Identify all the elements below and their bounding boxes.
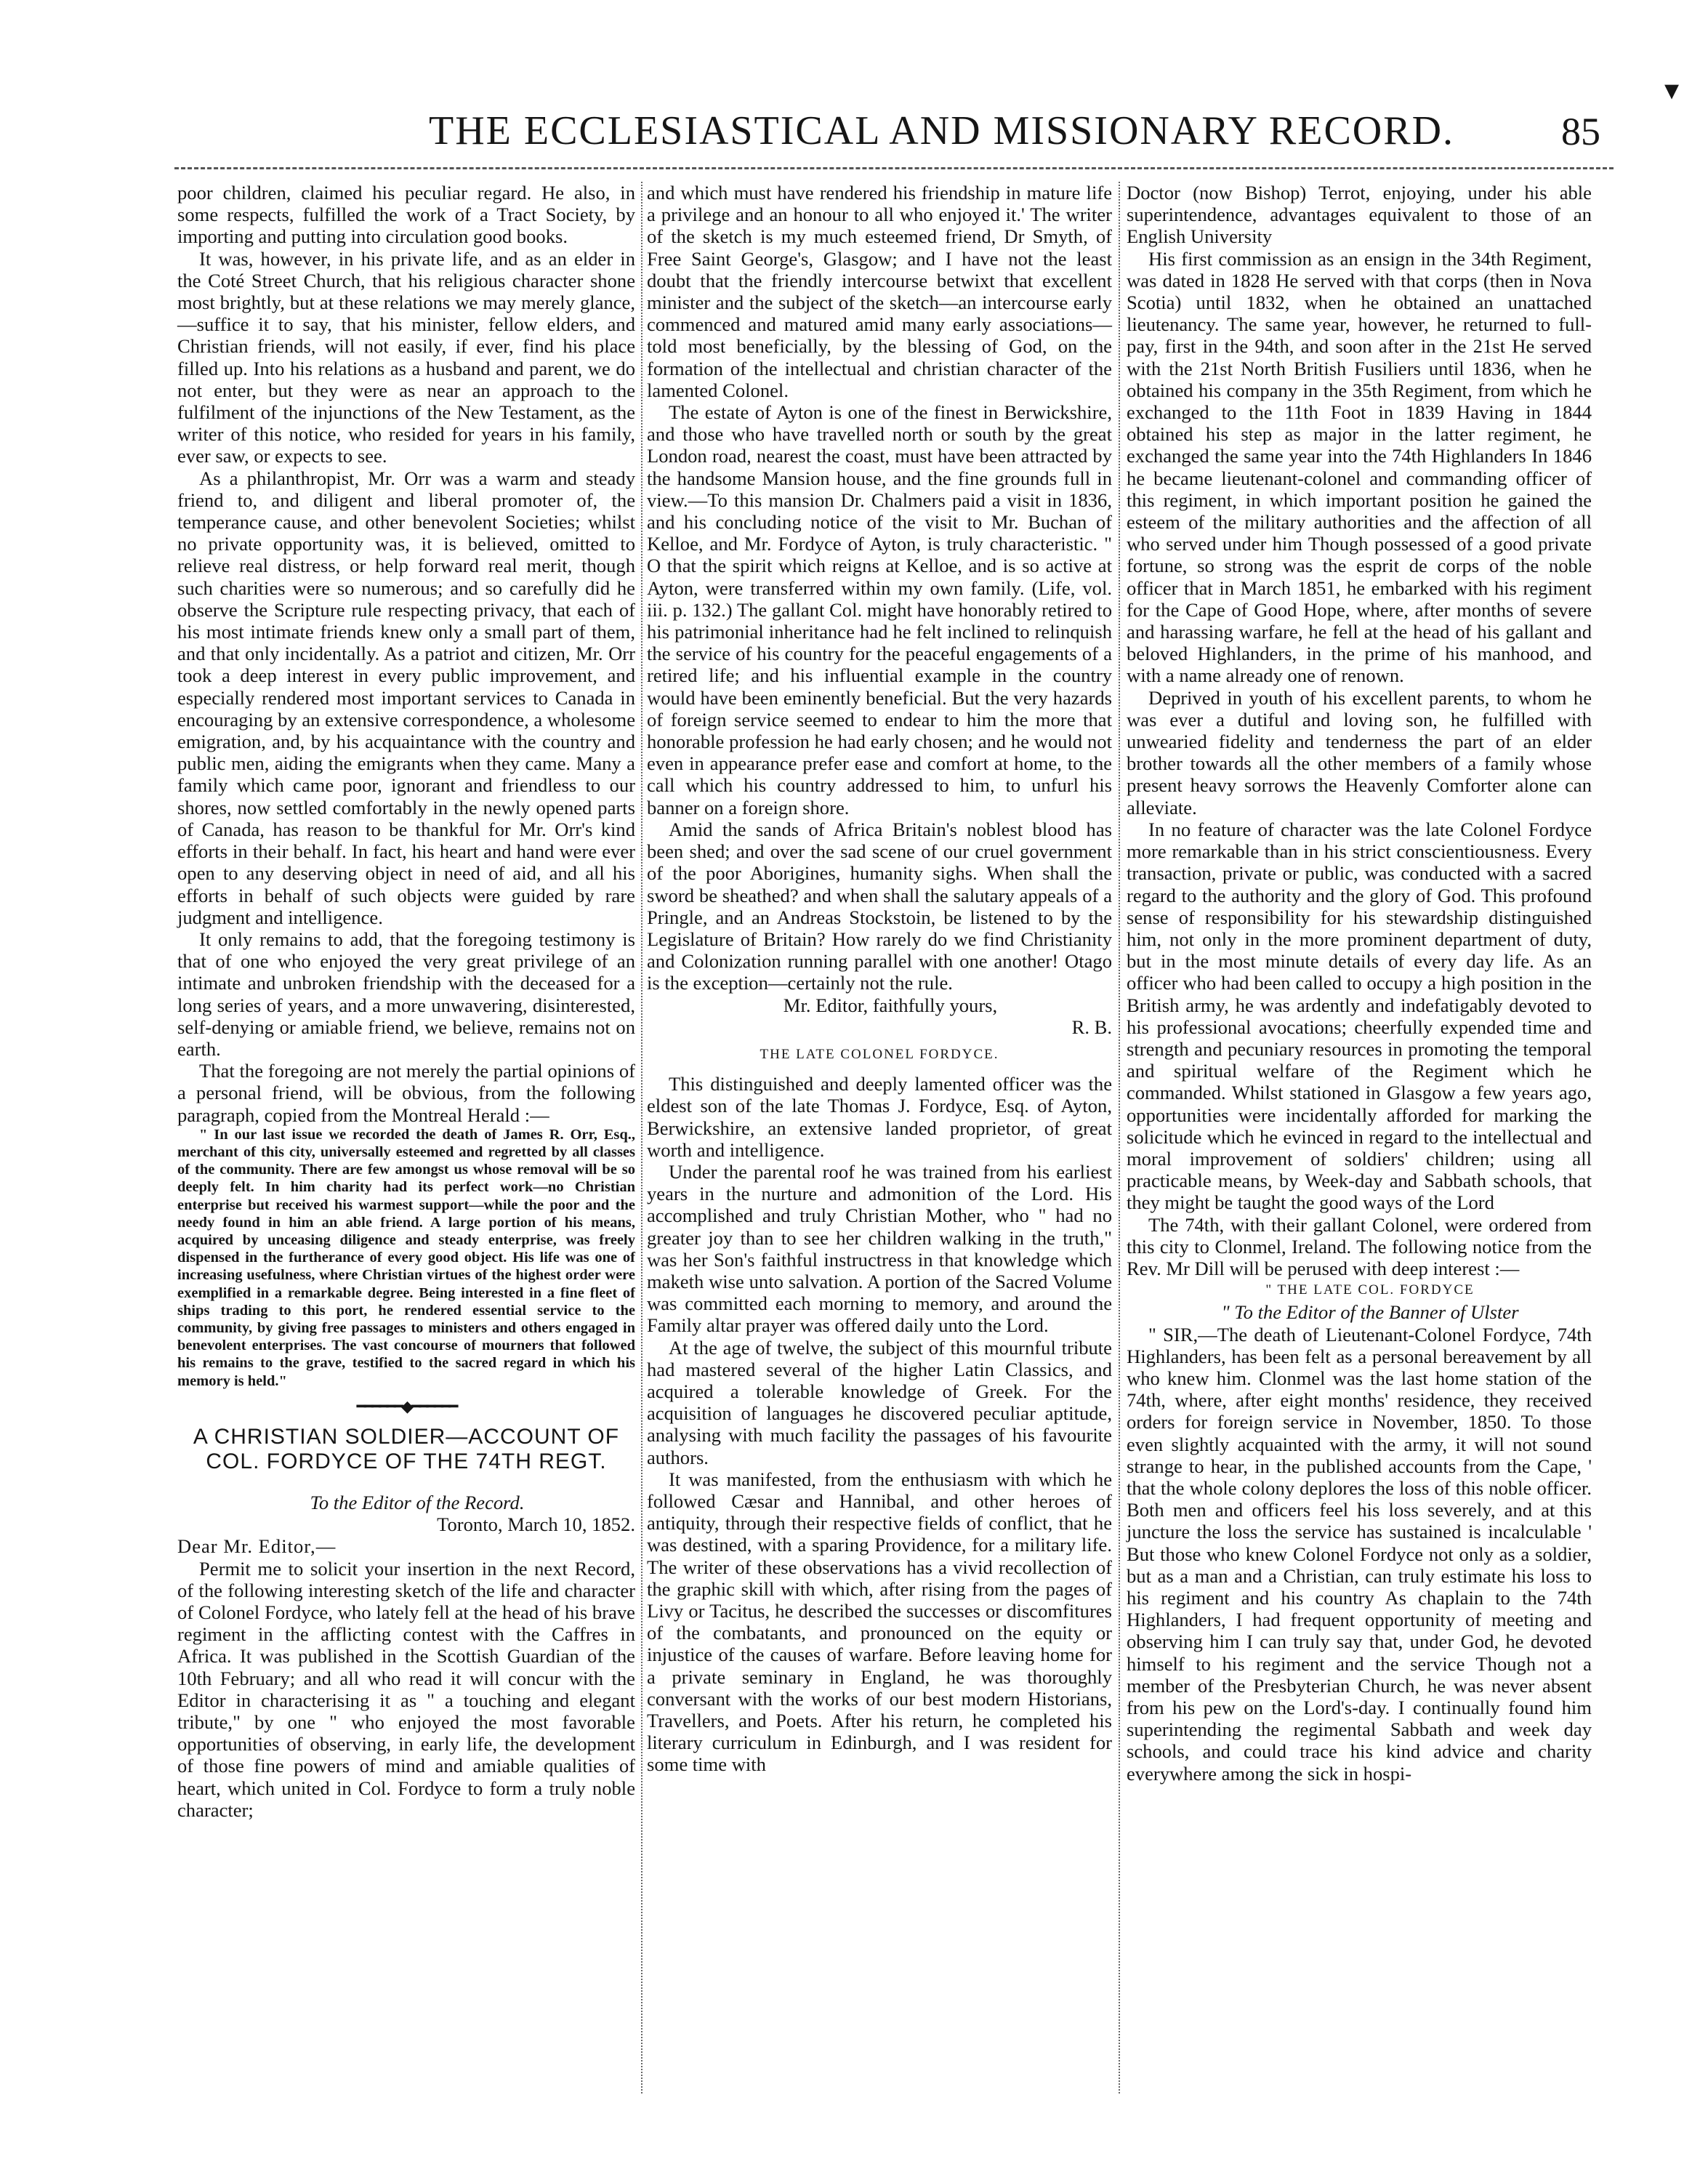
paragraph: Amid the sands of Africa Britain's noblest blood has been shed; and over the sad scene of our cruel government of the poor Aborigines, humanity sighs. When shall the sword be sheathed? and when shall the salutary appeals of a Pringle, and an Andreas Stockstoin, be listened to by the Legislature of Britain? How rarely do we find Christianity and Colonization running parallel with one another! Otago is the exception—certainly not the rule. — [647, 818, 1112, 994]
paragraph: His first commission as an ensign in the 34th Regiment, was dated in 1828 He served with that corps (then in Nova Scotia) until 1832, when he obtained an unattached lieutenancy. The same year, however, he returned to full-pay, first in the 94th, and soon after in the 21st He served with the 21st North British Fusiliers until 1836, when he obtained his company in the 35th Regiment, from which he exchanged to the 11th Foot in 1839 Having in 1844 obtained his step as major in the latter regiment, he exchanged the same year into the 74th Highlanders In 1846 he became lieutenant-colonel and commanding officer of this regiment, in which important position he gained the esteem of the military authorities and the affection of all who served under him Though possessed of a good private fortune, so strong was the esprit de corps of the noble officer that in March 1851, he embarked with his regiment for the Cape of Good Hope, where, after months of severe and harassing warfare, he fell at the head of his gallant and beloved Highlanders, in the prime of his manhood, and with a name already one of renown. — [1127, 247, 1592, 687]
column-3 — [1127, 182, 1592, 1785]
paragraph: The 74th, with their gallant Colonel, were ordered from this city to Clonmel, Ireland. The following notice from the Rev. Mr Dill will be perused with deep interest :— — [1127, 1213, 1592, 1279]
paragraph: The estate of Ayton is one of the finest in Berwickshire, and those who have travelled north or south by the great London road, nearest the coast, must have been attracted by the handsome Mansion house, and the fine grounds full in view.—To this mansion Dr. Chalmers paid a visit in 1836, and his concluding notice of the visit to Mr. Buchan of Kelloe, and Mr. Fordyce of Ayton, is truly characteristic. " O that the spirit which reigns at Kelloe, and is so active at Ayton, were transferred within my own family. (Life, vol. iii. p. 132.) The gallant Col. might have honorably retired to his patrimonial inheritance had he felt inclined to relinquish the service of his country for the peaceful engagements of a retired life; and his influential example in the country would have been eminently beneficial. But the very hazards of foreign service seemed to endear to him the more that honorable profession he had early chosen; and he would not even in appearance prefer ease and comfort at home, to the call which his country addressed to him, to unfurl his banner on a foreign shore. — [647, 401, 1112, 818]
paragraph: That the foregoing are not merely the partial opinions of a personal friend, will be obvious, from the following paragraph, copied from the Montreal Herald :— — [177, 1060, 635, 1126]
salutation: Dear Mr. Editor,— — [177, 1535, 337, 1558]
notice-addressee: " To the Editor of the Banner of Ulster — [1221, 1301, 1519, 1324]
signature: R. B. — [1071, 1015, 1112, 1038]
herald-quote: " In our last issue we recorded the death of James R. Orr, Esq., merchant of this city, universally esteemed and regretted by all classes of the community. There are few amongst us whose removal will be so deeply felt. In him charity had its perfect work—no Christian enterprise but received his warmest support—while the poor and the needy found in him an able friend. A large portion of his means, acquired by unceasing diligence and steady enterprise, was freely dispensed in the furtherance of every good object. His life was one of increasing usefulness, where Christian virtues of the highest order were exemplified in a remarkable degree. Being interested in a fine fleet of ships trading to this port, he rendered essential service to the community, by giving free passages to ministers and others engaged in benevolent enterprises. The vast concourse of mourners that followed his remains to the grave, testified to the sacred regard in which his memory is held." — [177, 1126, 635, 1389]
header-rule — [174, 167, 1614, 169]
to-editor-line: To the Editor of the Record. — [310, 1491, 525, 1513]
column-divider-2 — [1119, 182, 1120, 2093]
closing-line: Mr. Editor, faithfully yours, — [783, 994, 998, 1016]
column-2 — [647, 182, 1112, 1776]
dateline: Toronto, March 10, 1852. — [437, 1513, 635, 1536]
article-headline: A CHRISTIAN SOLDIER—ACCOUNT OF COL. FORDYCE OF THE 74TH REGT. — [193, 1424, 620, 1473]
speck-mark: ▾ — [1664, 73, 1680, 106]
paragraph: In no feature of character was the late Colonel Fordyce more remarkable than in his strict conscientiousness. Every transaction, private or public, was conducted with a sacred regard to the authority and the glory of God. This profound sense of responsibility for his stewardship distinguished him, not only in the more prominent department of duty, but in the most minute details of every day life. As an officer who had been called to occupy a high position in the British army, he was ardently and indefatigably devoted to his professional avocations; cheerfully expended time and strength and pecuniary resources in promoting the temporal and spiritual welfare of the Regiment which he commanded. Whilst stationed in Glasgow a few years ago, opportunities were incidentally afforded for marking the solicitude which he evinced in regard to the intellectual and moral improvement of soldiers' children; using all practicable means, by Week-day and Sabbath schools, that they might be taught the good ways of the Lord — [1127, 818, 1592, 1214]
paragraph: As a philanthropist, Mr. Orr was a warm and steady friend to, and diligent and liberal promoter of, the temperance cause, and other benevolent Societies; whilst no private opportunity was, it is believed, omitted to relieve real distress, or help forward real merit, though such charities were so numerous; and so carefully did he observe the Scripture rule respecting privacy, that each of his most intimate friends knew only a small part of them, and that only incidentally. As a patriot and citizen, Mr. Orr took a deep interest in every public improvement, and especially rendered most important services to Canada in encouraging by an extensive correspondence, a wholesome emigration, and, by his acquaintance with the country and public men, aiding the emigrants when they came. Many a family which came poor, ignorant and friendless to our shores, now settled comfortably in the newly opened parts of Canada, has reason to be thankful for Mr. Orr's kind efforts in their behalf. In fact, his heart and hand were ever open to any deserving object in need of aid, and all his efforts in behalf of such objects were guided by rare judgment and intelligence. — [177, 467, 635, 928]
paragraph: " SIR,—The death of Lieutenant-Colonel Fordyce, 74th Highlanders, has been felt as a personal bereavement by all who knew him. Clonmel was the last home station of the 74th, where, after eight months' residence, they received orders for foreign service in November, 1850. To those even slightly acquainted with the army, it will not sound strange to hear, in the published accounts from the Cape, ' that the whole colony deplores the loss of this noble officer. Both men and officers feel his loss severely, and at this juncture the loss the service has sustained is incalculable ' But those who knew Colonel Fordyce not only as a soldier, but as a man and a Christian, can truly estimate his loss to his regiment and his country As chaplain to the 74th Highlanders, I had frequent opportunity of meeting and observing him I can truly say that, under God, he devoted himself to his regiment and the service Though not a member of the Presbyterian Church, he was never absent from his pew on the Lord's-day. I continually found him superintending the regimental Sabbath and week day schools, and could trace his kind advice and charity everywhere among the sick in hospi- — [1127, 1323, 1592, 1785]
paragraph: Doctor (now Bishop) Terrot, enjoying, under his able superintendence, advantages equivalent to those of an English University — [1127, 182, 1592, 248]
ornamental-rule: ━━━━━━◆━━━━━━ — [356, 1396, 456, 1415]
paragraph: At the age of twelve, the subject of this mournful tribute had mastered several of the higher Latin Classics, and acquired a tolerable knowledge of Greek. For the acquisition of languages he discovered peculiar aptitude, analysing with much facility the passages of his favourite authors. — [647, 1336, 1112, 1468]
paragraph: It was, however, in his private life, and as an elder in the Coté Street Church, that his religious character shone most brightly, but at these relations we may merely glance,—suffice it to say, that his minister, fellow elders, and Christian friends, will not easily, if ever, find his place filled up. Into his relations as a husband and parent, we do not enter, but they were as near an approach to the fulfilment of the injunctions of the New Testament, as the writer of this notice, who resided for years in his family, ever saw, or expects to see. — [177, 247, 635, 467]
paragraph: and which must have rendered his friendship in mature life a privilege and an honour to all who enjoyed it.' The writer of the sketch is my much esteemed friend, Dr Smyth, of Free Saint George's, Glasgow; and I have not the least doubt that the friendly intercourse betwixt that excellent minister and the subject of the sketch—an intercourse early commenced and matured amid many early associations—told most beneficially, by the blessing of God, on the formation of the intellectual and christian character of the lamented Colonel. — [647, 182, 1112, 401]
section-heading: THE LATE COLONEL FORDYCE. — [760, 1046, 999, 1062]
paragraph: Permit me to solicit your insertion in the next Record, of the following interesting sketch of the life and character of Colonel Fordyce, who lately fell at the head of his brave regiment in the afflicting contest with the Caffres in Africa. It was published in the Scottish Guardian of the 10th February; and all who read it will concur with the Editor in characterising it as " a touching and elegant tribute," by one " who enjoyed the most favorable opportunities of observing, in early life, the development of those fine powers of mind and amiable qualities of heart, which united in Col. Fordyce to form a truly noble character; — [177, 1557, 635, 1821]
column-divider-1 — [641, 182, 642, 2093]
page-number: 85 — [1561, 110, 1600, 153]
paragraph: It only remains to add, that the foregoing testimony is that of one who enjoyed the very great privilege of an intimate and unbroken friendship with the deceased for a long series of years, and a more unwavering, disinterested, self-denying or amiable friend, we believe, remains not on earth. — [177, 928, 635, 1060]
paragraph: Deprived in youth of his excellent parents, to whom he was ever a dutiful and loving son, he fulfilled with unwearied fidelity and tenderness the part of an elder brother towards all the other members of a family whose present heavy sorrows the Heavenly Comforter alone can alleviate. — [1127, 686, 1592, 818]
running-title: THE ECCLESIASTICAL AND MISSIONARY RECORD. — [429, 108, 1455, 153]
paragraph: poor children, claimed his peculiar regard. He also, in some respects, fulfilled the work of a Tract Society, by importing and putting into circulation good books. — [177, 182, 635, 248]
paragraph: Under the parental roof he was trained from his earliest years in the nurture and admonition of the Lord. His accomplished and truly Christian Mother, who " had no greater joy than to see her children walking in the truth," was her Son's faithful instructress in that knowledge which maketh wise unto salvation. A portion of the Sacred Volume was committed each morning to memory, and around the Family altar prayer was offered daily unto the Lord. — [647, 1160, 1112, 1337]
column-1 — [177, 182, 635, 1821]
notice-heading: " THE LATE COL. FORDYCE — [1265, 1282, 1475, 1298]
paragraph: This distinguished and deeply lamented officer was the eldest son of the late Thomas J. Fordyce, Esq. of Ayton, Berwickshire, an extensive landed proprietor, of great worth and intelligence. — [647, 1073, 1112, 1161]
paragraph: It was manifested, from the enthusiasm with which he followed Cæsar and Hannibal, and other heroes of antiquity, through their respective fields of conflict, that he was destined, with a sparing Providence, for a military life. The writer of these observations has a vivid recollection of the graphic skill with which, after rising from the pages of Livy or Tacitus, he described the successes or discomfitures of the combatants, and pronounced on the equity or injustice of the causes of warfare. Before leaving home for a private seminary in England, he was thoroughly conversant with the works of our best modern Historians, Travellers, and Poets. After his return, he completed his literary curriculum in Edinburgh, and I was resident for some time with — [647, 1468, 1112, 1776]
